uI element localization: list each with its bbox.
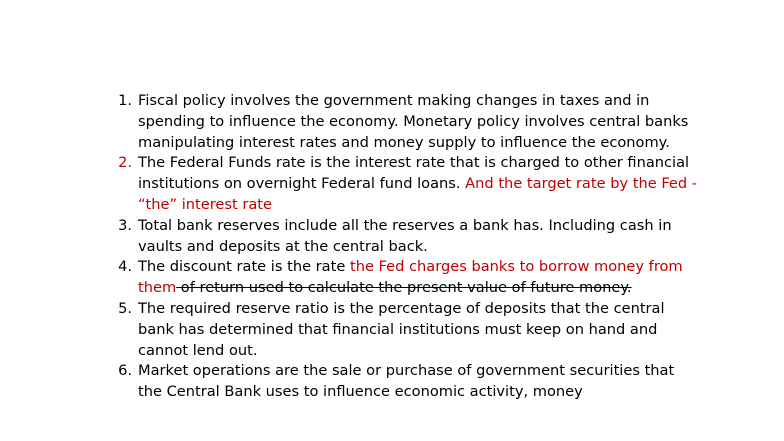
list-item-text: The required reserve ratio is the percentage of deposits that the central bank has determined that financial institutions must keep on hand and cannot lend out. <box>138 299 665 359</box>
list-item <box>112 257 702 299</box>
list-item <box>112 216 702 258</box>
list-item-number: 6. <box>118 362 132 380</box>
numbered-list <box>112 91 702 403</box>
inserted-text: And the target rate by the Fed - “the” interest rate <box>138 175 698 213</box>
list-item <box>112 153 702 215</box>
list-item <box>112 91 702 153</box>
list-item-text: Market operations are the sale or purchase of government securities that the Central Bank uses to influence economic activity, money <box>138 362 675 401</box>
list-item-number: 1. <box>118 92 132 109</box>
list-item-text: The Federal Funds rate is the interest rate that is charged to other financial institutions on overnight Federal fund loans. <box>138 154 690 193</box>
list-item-text: Fiscal policy involves the government making changes in taxes and in spending to influence the economy. Monetary policy involves central banks manipulating interest rates and money supply to influence the economy. <box>138 92 689 151</box>
deleted-text: of return used to calculate the present value of future money. <box>176 279 632 297</box>
list-item-number: 3. <box>118 216 132 234</box>
list-item <box>112 299 702 361</box>
inserted-text: the Fed charges banks to borrow money from them <box>138 258 683 297</box>
list-item <box>112 361 702 403</box>
list-item-number: 2. <box>118 154 132 172</box>
list-item-number: 4. <box>118 258 132 276</box>
list-item-text: Total bank reserves include all the reserves a bank has. Including cash in vaults and deposits at the central back. <box>138 216 672 255</box>
list-item-text: The discount rate is the rate <box>138 258 350 276</box>
list-item-number: 5. <box>118 299 132 317</box>
